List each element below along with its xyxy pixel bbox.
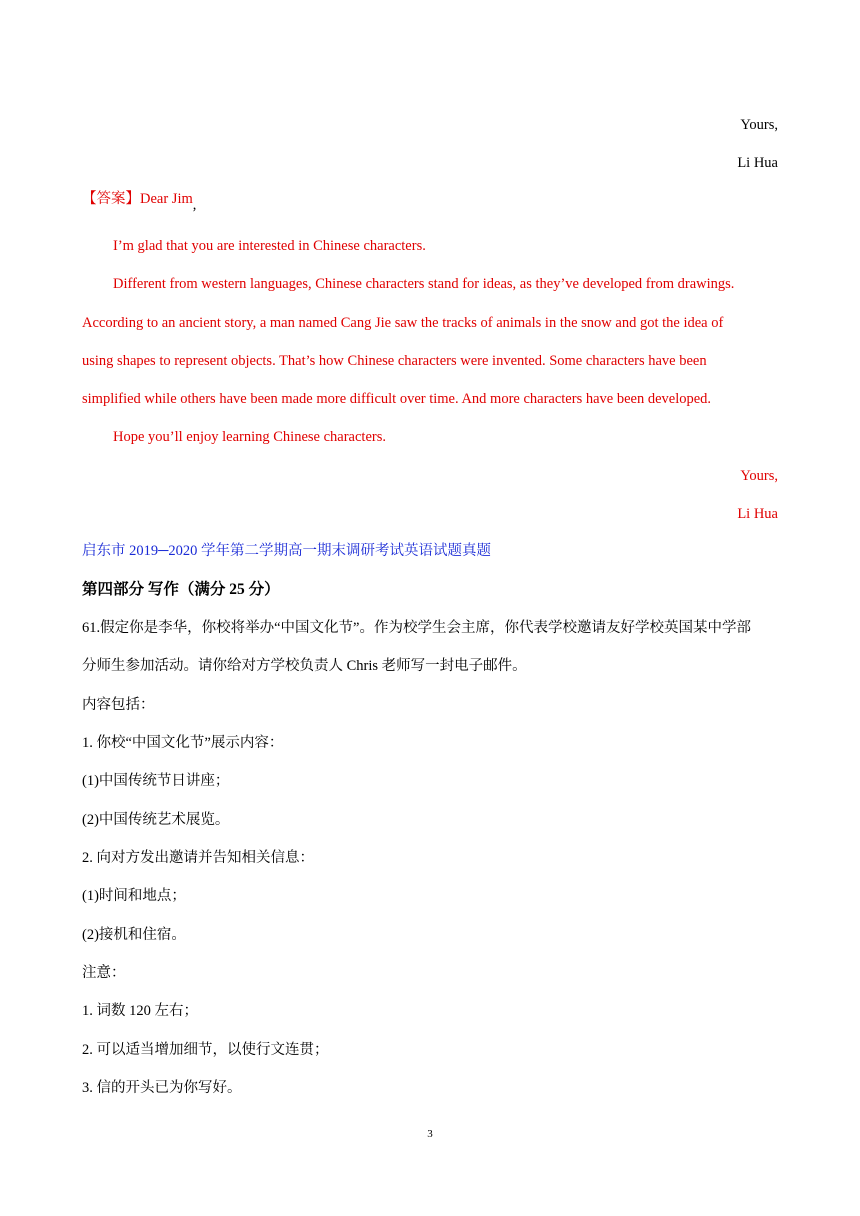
- answer-paragraph-2-line: simplified while others have been made more difficult over time. And more characters have been developed.: [82, 391, 712, 407]
- notes-label: 注意：: [82, 965, 126, 981]
- content-item: (1)中国传统节日讲座；: [82, 773, 230, 789]
- answer-signature: Li Hua: [737, 506, 778, 522]
- answer-paragraph-2-line: using shapes to represent objects. That’s how Chinese characters were invented. Some characters have been: [82, 353, 707, 369]
- section-title: 第四部分 写作（满分 25 分）: [82, 581, 280, 598]
- answer-paragraph-1: I’m glad that you are interested in Chinese characters.: [113, 238, 426, 254]
- content-label: 内容包括：: [82, 697, 155, 713]
- content-item: (2)接机和住宿。: [82, 927, 186, 943]
- source-title: 启东市 2019─2020 学年第二学期高一期末调研考试英语试题真题: [82, 543, 492, 559]
- answer-tag: 【答案】: [82, 191, 140, 207]
- question-line-2: 分师生参加活动。请你给对方学校负责人 Chris 老师写一封电子邮件。: [82, 658, 527, 674]
- note-item: 2. 可以适当增加细节，以使行文连贯；: [82, 1042, 329, 1058]
- answer-paragraph-2-line: According to an ancient story, a man named Cang Jie saw the tracks of animals in the snow and got the idea of: [82, 315, 724, 331]
- content-item: 2. 向对方发出邀请并告知相关信息：: [82, 850, 314, 866]
- content-item: (1)时间和地点；: [82, 888, 186, 904]
- answer-salutation-line: [82, 189, 197, 213]
- answer-paragraph-3: Hope you’ll enjoy learning Chinese characters.: [113, 429, 386, 445]
- answer-closing: Yours,: [740, 468, 778, 484]
- note-item: 3. 信的开头已为你写好。: [82, 1080, 242, 1096]
- question-line-1: 61.假定你是李华，你校将举办“中国文化节”。作为校学生会主席，你代表学校邀请友好学校英国某中学部: [82, 620, 751, 636]
- previous-letter-closing: Yours,: [740, 117, 778, 133]
- answer-salutation: Dear Jim: [140, 191, 193, 207]
- content-item: 1. 你校“中国文化节”展示内容：: [82, 735, 284, 751]
- previous-letter-signature: Li Hua: [737, 155, 778, 171]
- answer-comma: ,: [192, 197, 197, 213]
- note-item: 1. 词数 120 左右；: [82, 1003, 198, 1019]
- content-item: (2)中国传统艺术展览。: [82, 812, 230, 828]
- page-number: 3: [427, 1128, 433, 1140]
- answer-paragraph-2-line: Different from western languages, Chinese characters stand for ideas, as they’ve developed from drawings.: [113, 276, 735, 292]
